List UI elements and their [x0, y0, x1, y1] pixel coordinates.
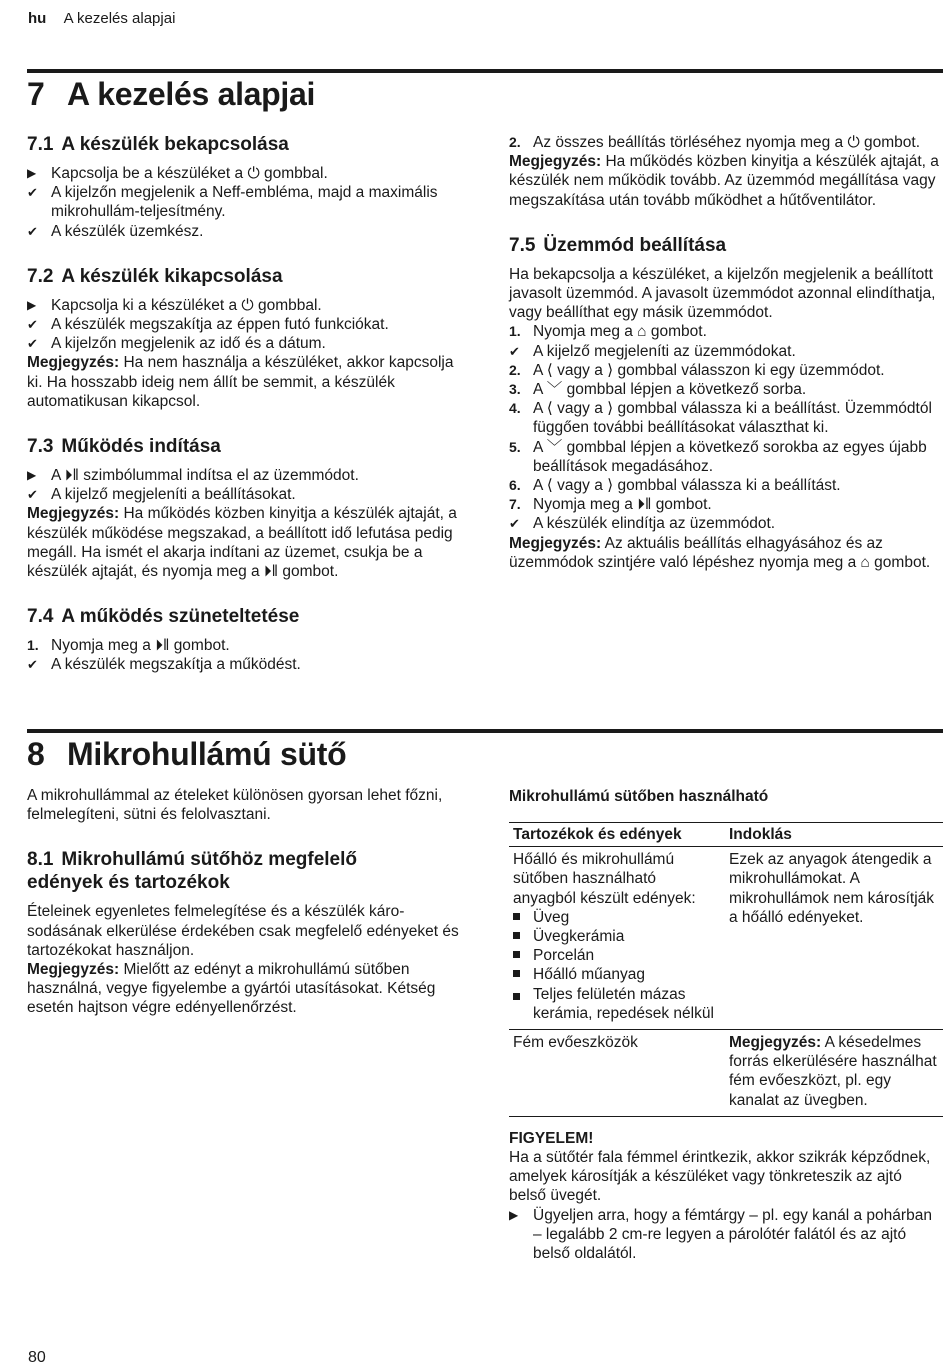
list-item: 1. Nyomja meg a ⌂ gombot.	[509, 323, 707, 341]
square-bullet-icon	[513, 970, 520, 977]
section-7-4-title: 7.4 A működés szüneteltetése	[27, 606, 300, 628]
section-7-3-list	[27, 466, 467, 504]
bullet-item: Üvegkerámia	[513, 927, 721, 946]
chapter-8-right-column	[509, 787, 943, 1263]
list-item: ▶ Kapcsolja ki a készüléket a ⏻ gombbal.	[27, 296, 322, 314]
result-check-icon: ✔	[27, 657, 38, 673]
list-item: ✔ A kijelző megjeleníti az üzemmódokat.	[509, 342, 796, 360]
list-item: ▶ Ügyeljen arra, hogy a fémtárgy – pl. egy kanál a pohárban – legalább 2 cm-re legyen a párolótér falától és az ajtó belső oldalától.	[509, 1206, 932, 1263]
list-item: ✔ A készülék üzemkész.	[27, 222, 204, 240]
table-cell: Ezek az anyagok átengedik a mikrohullámokat. A mikrohullámok nem károsítják a hőálló edényeket.	[725, 847, 943, 1030]
section-8-1-text: Ételeinek egyenletes felmelegítése és a készülék károsodásának elkerülése érdekében csak megfelelő edényeket és tartozékokat használjon.	[27, 903, 459, 959]
section-7-5-note: Megjegyzés: Az aktuális beállítás elhagyásához és az üzemmódok szintjére való lépéshez nyomja meg a ⌂ gombot.	[509, 534, 931, 571]
header-title: A kezelés alapjai	[63, 10, 176, 27]
chapter-7-left-column	[27, 133, 467, 675]
table-header-row	[509, 823, 943, 847]
square-bullet-icon	[513, 993, 520, 1000]
bullet-item: Üveg	[513, 908, 721, 927]
list-item: ✔ A készülék megszakítja az éppen futó funkciókat.	[27, 316, 389, 334]
list-item: 6. A ⟨ vagy a ⟩ gombbal válassza ki a beállítást.	[509, 477, 841, 495]
result-check-icon: ✔	[27, 223, 38, 239]
page-header	[28, 10, 175, 27]
section-8-1-note: Megjegyzés: Mielőtt az edényt a mikrohullámú sütőben használná, vegye figyelembe a gyártói utasításokat. Kétség esetén hajtson végre edényellenőrzést.	[27, 961, 436, 1017]
warning-title: FIGYELEM!	[509, 1129, 594, 1147]
table-title: Mikrohullámú sütőben használható	[509, 788, 769, 805]
result-check-icon: ✔	[27, 185, 38, 201]
table-cell: Megjegyzés: A késedelmes forrás elkerülésére használhat fém evőeszközt, pl. egy kanalat az üvegben.	[725, 1030, 943, 1117]
section-7-5-title: 7.5 Üzemmód beállítása	[509, 234, 727, 256]
section-7-1-title: 7.1 A készülék bekapcsolása	[27, 134, 289, 155]
page-number: 80	[28, 1349, 46, 1366]
section-7-2-list	[27, 296, 467, 354]
list-item: 3. A ﹀ gombbal lépjen a következő sorba.	[509, 381, 807, 399]
chapter-7-rule	[27, 69, 943, 73]
table-cell: Fém evőeszközök	[509, 1030, 725, 1117]
section-7-3-note: Megjegyzés: Ha működés közben kinyitja a készülék ajtaját, a készülék működése megszakad, a beállított idő lefutása pedig megáll. Ha ismét el akarja indítani az üzemet, csukja be a készülék ajtaját, és nyomja meg a ⏵‖ gombot.	[27, 505, 457, 581]
list-item: ▶ A ⏵‖ szimbólummal indítsa el az üzemmódot.	[27, 467, 359, 485]
list-item: ✔ A készülék elindítja az üzemmódot.	[509, 515, 776, 533]
warning-list	[509, 1206, 943, 1264]
list-item: ✔ A kijelzőn megjelenik az idő és a dátum.	[27, 335, 326, 353]
language-code: hu	[28, 10, 47, 27]
list-item: ✔ A kijelzőn megjelenik a Neff-embléma, majd a maximális mikrohullám-teljesítmény.	[27, 184, 438, 221]
action-marker: ▶	[509, 1207, 519, 1222]
action-marker: ▶	[27, 166, 37, 180]
list-item: 7. Nyomja meg a ⏵‖ gombot.	[509, 496, 712, 514]
chapter-7-title: 7 A kezelés alapjai	[27, 76, 316, 112]
section-7-2-title: 7.2 A készülék kikapcsolása	[27, 265, 283, 287]
section-7-3-title: 7.3 Működés indítása	[27, 436, 221, 458]
column-header: Tartozékok és edények	[509, 823, 725, 847]
warning-text: Ha a sütőtér fala fémmel érintkezik, akkor szikrák képződnek, amelyek károsítják a készüléket vagy tönkreteszik az ajtó belső üvegét.	[509, 1149, 931, 1205]
square-bullet-icon	[513, 951, 520, 958]
table-row	[509, 847, 943, 1030]
result-check-icon: ✔	[509, 343, 520, 359]
table-cell: Hőálló és mikrohullámú sütőben használható anyagból készült edények: Üveg Üvegkerámia Porcelán Hőálló műanyag Teljes felületén mázas kerámia, repedések nélkül	[509, 847, 725, 1030]
list-item: 2. A ⟨ vagy a ⟩ gombbal válasszon ki egy üzemmódot.	[509, 361, 885, 379]
list-item: 1. Nyomja meg a ⏵‖ gombot.	[27, 637, 230, 655]
bullet-item: Hőálló műanyag	[513, 965, 721, 984]
section-7-4-note: Megjegyzés: Ha működés közben kinyitja a készülék ajtaját, a készülék nem működik tovább. Az üzemmód megállítása vagy megszakítása után tovább működhet a hűtőventilátor.	[509, 153, 939, 209]
result-check-icon: ✔	[27, 336, 38, 352]
section-8-1-title: 8.1 Mikrohullámú sütőhöz megfelelő edények és tartozékok	[27, 849, 357, 894]
bullet-item: Teljes felületén mázas kerámia, repedések nélkül	[513, 985, 721, 1023]
section-7-5-steps	[509, 322, 943, 533]
chapter-8-rule	[27, 729, 943, 733]
square-bullet-icon	[513, 932, 520, 939]
section-7-5-intro: Ha bekapcsolja a készüléket, a kijelzőn megjelenik a beállított javasolt üzemmód. A javasolt üzemmódot azonnal elindíthatja, vagy beállíthat egy másik üzemmódot.	[509, 265, 936, 322]
square-bullet-icon	[513, 913, 520, 920]
list-item: 2. Az összes beállítás törléséhez nyomja meg a ⏻ gombot.	[509, 134, 921, 151]
list-item: ✔ A készülék megszakítja a működést.	[27, 656, 301, 674]
list-item: ▶ Kapcsolja be a készüléket a ⏻ gombbal.	[27, 165, 328, 182]
list-item: 4. A ⟨ vagy a ⟩ gombbal válassza ki a beállítást. Üzemmódtól függően további beállításokat választhat ki.	[509, 400, 932, 437]
result-check-icon: ✔	[27, 487, 38, 503]
section-7-2-note: Megjegyzés: Ha nem használja a készüléket, akkor kapcsolja ki. Ha hosszabb ideig nem állít be semmit, a készülék automatikusan kikapcsol.	[27, 354, 454, 410]
section-7-4-list-continued	[509, 133, 943, 152]
chapter-8-intro: A mikrohullámmal az ételeket különösen gyorsan lehet főzni, felmelegíteni, sütni és felolvasztani.	[27, 787, 443, 824]
action-marker: ▶	[27, 468, 37, 483]
table-row	[509, 1030, 943, 1117]
chapter-8-title: 8 Mikrohullámú sütő	[27, 736, 347, 772]
bullet-item: Porcelán	[513, 946, 721, 965]
list-item: ✔ A kijelző megjeleníti a beállításokat.	[27, 486, 296, 504]
result-check-icon: ✔	[509, 516, 520, 532]
chapter-8-left-column	[27, 786, 467, 1018]
section-7-4-list	[27, 636, 467, 674]
result-check-icon: ✔	[27, 317, 38, 333]
cookware-table	[509, 822, 943, 1117]
chapter-7-right-column	[509, 133, 943, 572]
action-marker: ▶	[27, 297, 37, 312]
column-header: Indoklás	[725, 823, 943, 847]
section-7-1-list	[27, 164, 467, 241]
list-item: 5. A ﹀ gombbal lépjen a következő sorokba az egyes újabb beállítások megadásához.	[509, 438, 927, 475]
